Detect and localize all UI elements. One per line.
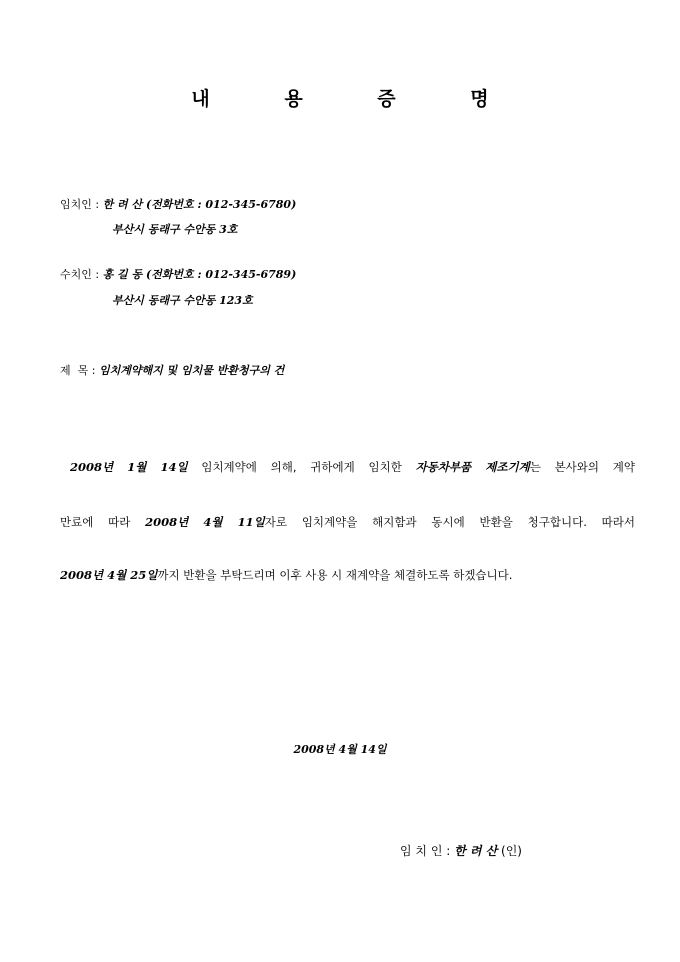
body-text-3b: 까지 반환을 부탁드리며 이후 사용 시 재계약을 체결하도록 하겠습니다. <box>157 568 513 582</box>
lessor-phone: 012-345-6780 <box>205 198 292 211</box>
subject-label: 제 목 : <box>60 364 99 377</box>
body-text-2b: 자로 임치계약을 해지함과 동시에 반환을 청구합니다. 따라서 <box>264 515 635 529</box>
signature-seal: (인) <box>497 844 522 858</box>
signature-label: 임 치 인 : <box>400 844 455 858</box>
signature-line <box>400 842 522 859</box>
body-item: 자동차부품 제조기계 <box>415 460 530 474</box>
body-date-2: 2008년 4월 11일 <box>145 515 265 529</box>
body-line-1 <box>70 459 635 475</box>
body-line-3 <box>60 567 635 583</box>
body-text-1b: 는 본사와의 계약 <box>529 460 635 474</box>
body-date-3: 2008년 4월 25일 <box>60 568 158 582</box>
body-date-1: 2008년 1월 14일 <box>70 460 188 474</box>
document-title: 내 용 증 명 <box>191 88 523 110</box>
lessor-name: 한 려 산 <box>102 198 143 211</box>
lessee-phone-close: ) <box>291 268 297 281</box>
body-line-2 <box>60 514 635 530</box>
lessee-label: 수치인 : <box>60 268 103 281</box>
subject-line <box>60 362 284 378</box>
body-text-1a: 임치계약에 의해, 귀하에게 임치한 <box>187 460 416 474</box>
signature-name: 한 려 산 <box>454 844 498 858</box>
lessee-name: 홍 길 동 <box>102 268 143 281</box>
lessor-line <box>60 196 296 212</box>
lessor-address: 부산시 동래구 수안동 3호 <box>112 223 238 236</box>
body-text-2a: 만료에 따라 <box>60 515 146 529</box>
lessee-line <box>60 266 296 282</box>
lessor-label: 임치인 : <box>60 198 103 211</box>
lessee-address: 부산시 동래구 수안동 123호 <box>112 294 253 307</box>
lessor-phone-open: (전화번호 : <box>142 198 206 211</box>
lessee-phone-open: (전화번호 : <box>142 268 206 281</box>
document-date: 2008년 4월 14일 <box>293 743 387 756</box>
lessee-phone: 012-345-6789 <box>205 268 292 281</box>
lessor-phone-close: ) <box>291 198 297 211</box>
subject-text: 임치계약해지 및 임치물 반환청구의 건 <box>98 364 285 377</box>
